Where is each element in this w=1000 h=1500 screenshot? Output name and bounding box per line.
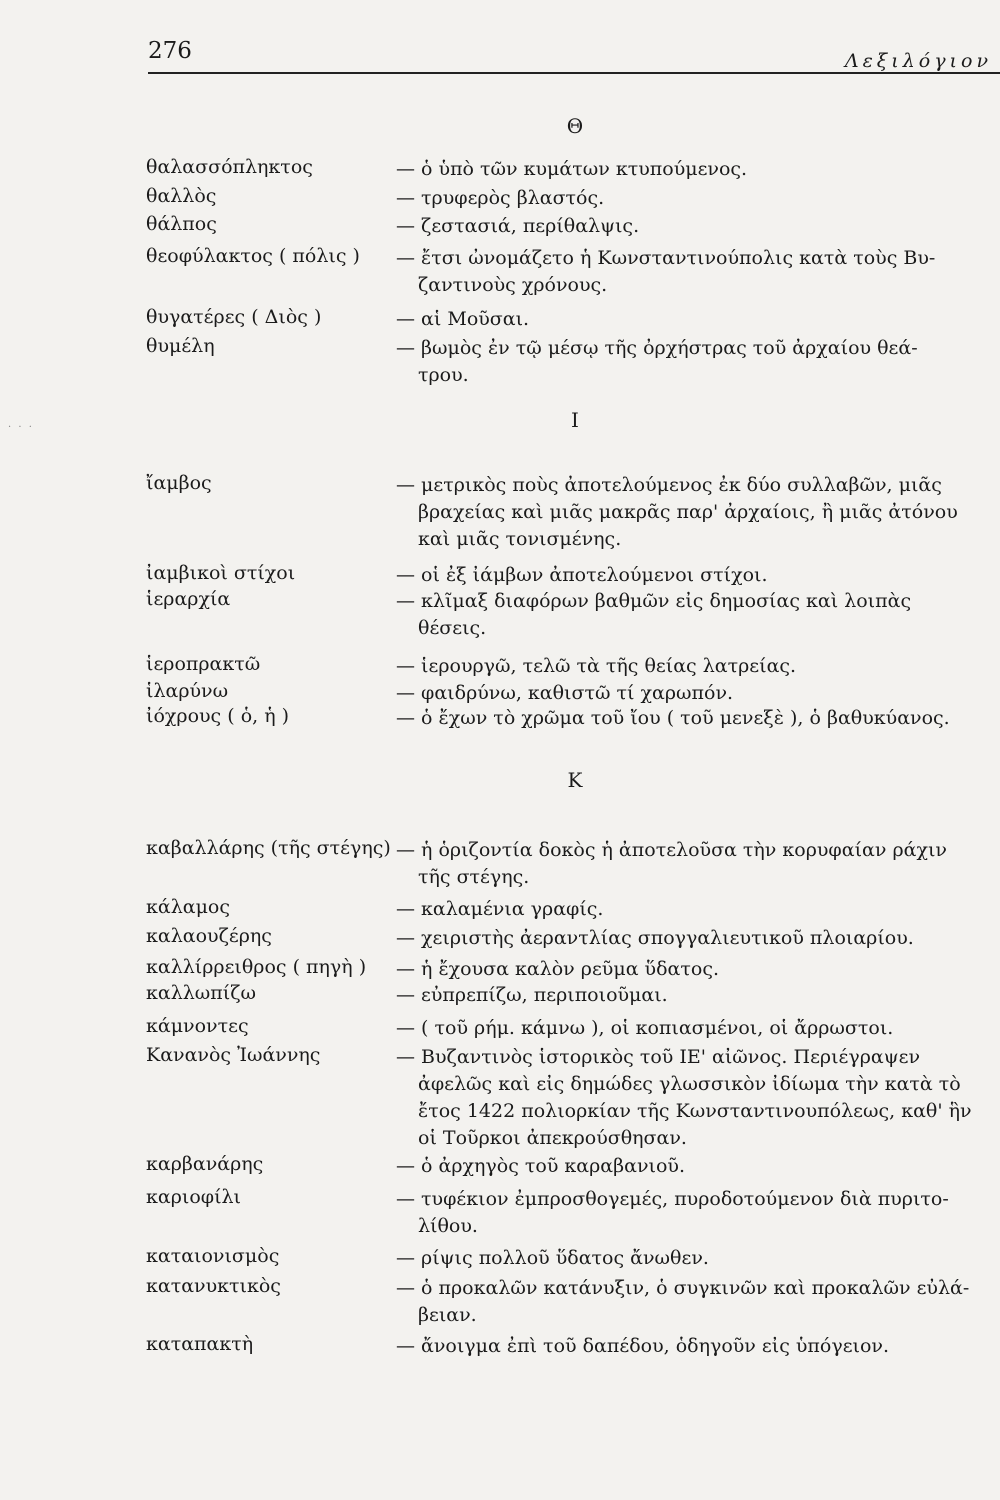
entry-definition bbox=[396, 982, 990, 1009]
entry-term: καβαλλάρης (τῆς στέγης) bbox=[146, 837, 391, 859]
definition-line: λίθου. bbox=[418, 1215, 478, 1237]
entry-definition bbox=[396, 680, 990, 707]
margin-mark: · · · bbox=[8, 422, 34, 433]
section-letter: Ι bbox=[571, 408, 579, 432]
definition-line: — ἱερουργῶ, τελῶ τὰ τῆς θείας λατρείας. bbox=[396, 655, 797, 677]
entry-definition bbox=[396, 837, 990, 891]
definition-line: ζαντινοὺς χρόνους. bbox=[418, 274, 608, 296]
definition-line: — τρυφερὸς βλαστός. bbox=[396, 187, 605, 209]
entry-definition bbox=[396, 562, 990, 589]
entry-definition bbox=[396, 896, 990, 923]
definition-line: τῆς στέγης. bbox=[418, 866, 530, 888]
entry-definition bbox=[396, 1245, 990, 1272]
entry-definition bbox=[396, 213, 990, 240]
entry-definition bbox=[396, 1186, 990, 1240]
definition-line: — ὁ ἀρχηγὸς τοῦ καραβανιοῦ. bbox=[396, 1155, 685, 1177]
entry-definition bbox=[396, 472, 990, 553]
definition-line: — τυφέκιον ἐμπροσθογεμές, πυροδοτούμενον διὰ πυριτο- bbox=[396, 1188, 949, 1210]
entry-definition bbox=[396, 335, 990, 389]
entry-term: καρβανάρης bbox=[146, 1153, 264, 1175]
definition-line: τρου. bbox=[418, 364, 469, 386]
definition-line: — εὐπρεπίζω, περιποιοῦμαι. bbox=[396, 984, 668, 1006]
definition-line: — ὁ ὑπὸ τῶν κυμάτων κτυπούμενος. bbox=[396, 158, 748, 180]
definition-line: — βωμὸς ἐν τῷ μέσῳ τῆς ὀρχήστρας τοῦ ἀρχαίου θεά- bbox=[396, 337, 918, 359]
section-letter: Θ bbox=[566, 114, 584, 138]
definition-line: ἔτος 1422 πολιορκίαν τῆς Κωνσταντινουπόλεως, καθ' ἣν bbox=[418, 1100, 972, 1122]
entry-definition bbox=[396, 1275, 990, 1329]
entry-definition bbox=[396, 705, 990, 732]
entry-term: θυμέλη bbox=[146, 335, 215, 357]
definition-line: — ἡ ὁριζοντία δοκὸς ἡ ἀποτελοῦσα τὴν κορυφαίαν ράχιν bbox=[396, 839, 947, 861]
page-number: 276 bbox=[148, 38, 192, 64]
entry-term: θεοφύλακτος ( πόλις ) bbox=[146, 245, 360, 267]
definition-line: — ὁ ἔχων τὸ χρῶμα τοῦ ἴου ( τοῦ μενεξὲ ), ὁ βαθυκύανος. bbox=[396, 707, 950, 729]
definition-line: βραχείας καὶ μιᾶς μακρᾶς παρ' ἀρχαίοις, ἢ μιᾶς ἀτόνου bbox=[418, 501, 958, 523]
definition-line: — ζεστασιά, περίθαλψις. bbox=[396, 215, 640, 237]
entry-definition bbox=[396, 185, 990, 212]
definition-line: — ἔτσι ὠνομάζετο ἡ Κωνσταντινούπολις κατὰ τοὺς Βυ- bbox=[396, 247, 936, 269]
entry-definition bbox=[396, 1015, 990, 1042]
entry-term: Κανανὸς Ἰωάννης bbox=[146, 1044, 321, 1066]
definition-line: — ὁ προκαλῶν κατάνυξιν, ὁ συγκινῶν καὶ προκαλῶν εὐλά- bbox=[396, 1277, 970, 1299]
entry-term: θάλπος bbox=[146, 213, 217, 235]
definition-line: — φαιδρύνω, καθιστῶ τί χαρωπόν. bbox=[396, 682, 734, 704]
definition-line: βειαν. bbox=[418, 1304, 477, 1326]
definition-line: — κλῖμαξ διαφόρων βαθμῶν εἰς δημοσίας καὶ λοιπὰς bbox=[396, 590, 912, 612]
definition-line: — ρίψις πολλοῦ ὕδατος ἄνωθεν. bbox=[396, 1247, 709, 1269]
entry-term: ἰόχρους ( ὁ, ἡ ) bbox=[146, 705, 290, 727]
entry-term: καλλίρρειθρος ( πηγὴ ) bbox=[146, 956, 367, 978]
entry-definition bbox=[396, 1153, 990, 1180]
entry-term: ἱεραρχία bbox=[146, 588, 231, 610]
entry-term: ἰαμβικοὶ στίχοι bbox=[146, 562, 296, 584]
definition-line: θέσεις. bbox=[418, 617, 487, 639]
definition-line: — Βυζαντινὸς ἱστορικὸς τοῦ ΙΕ' αἰῶνος. Περιέγραψεν bbox=[396, 1046, 921, 1068]
definition-line: — ἄνοιγμα ἐπὶ τοῦ δαπέδου, ὁδηγοῦν εἰς ὑπόγειον. bbox=[396, 1335, 890, 1357]
definition-line: — αἱ Μοῦσαι. bbox=[396, 308, 530, 330]
section-letter: Κ bbox=[567, 768, 583, 792]
entry-term: ἴαμβος bbox=[146, 472, 212, 494]
entry-term: ἱλαρύνω bbox=[146, 680, 229, 702]
definition-line: — χειριστὴς ἀεραντλίας σπογγαλιευτικοῦ πλοιαρίου. bbox=[396, 927, 914, 949]
entry-term: θυγατέρες ( Διὸς ) bbox=[146, 306, 322, 328]
entry-definition bbox=[396, 306, 990, 333]
definition-line: — ( τοῦ ρήμ. κάμνω ), οἱ κοπιασμένοι, οἱ ἄρρωστοι. bbox=[396, 1017, 894, 1039]
entry-definition bbox=[396, 925, 990, 952]
definition-line: — καλαμένια γραφίς. bbox=[396, 898, 604, 920]
entry-term: καταιονισμὸς bbox=[146, 1245, 280, 1267]
entry-term: καλαουζέρης bbox=[146, 925, 272, 947]
entry-definition bbox=[396, 653, 990, 680]
entry-term: καριοφίλι bbox=[146, 1186, 242, 1208]
definition-line: καὶ μιᾶς τονισμένης. bbox=[418, 528, 622, 550]
definition-line: — μετρικὸς ποὺς ἀποτελούμενος ἐκ δύο συλλαβῶν, μιᾶς bbox=[396, 474, 942, 496]
header-rule bbox=[148, 72, 1000, 74]
definition-line: οἱ Τοῦρκοι ἀπεκρούσθησαν. bbox=[418, 1127, 687, 1149]
definition-line: — οἱ ἐξ ἰάμβων ἀποτελούμενοι στίχοι. bbox=[396, 564, 768, 586]
entry-definition bbox=[396, 245, 990, 299]
running-head: Λεξιλόγιον bbox=[844, 50, 992, 72]
entry-term: κάλαμος bbox=[146, 896, 231, 918]
entry-term: θαλλὸς bbox=[146, 185, 217, 207]
entry-definition bbox=[396, 1044, 990, 1152]
entry-definition bbox=[396, 1333, 990, 1360]
definition-line: — ἡ ἔχουσα καλὸν ρεῦμα ὕδατος. bbox=[396, 958, 720, 980]
entry-term: καταπακτὴ bbox=[146, 1333, 254, 1355]
definition-line: ἀφελῶς καὶ εἰς δημώδες γλωσσικὸν ἰδίωμα τὴν κατὰ τὸ bbox=[418, 1073, 961, 1095]
entry-definition bbox=[396, 956, 990, 983]
entry-definition bbox=[396, 156, 990, 183]
entry-term: κατανυκτικὸς bbox=[146, 1275, 281, 1297]
entry-definition bbox=[396, 588, 990, 642]
entry-term: θαλασσόπληκτος bbox=[146, 156, 313, 178]
entry-term: κάμνοντες bbox=[146, 1015, 249, 1037]
entry-term: ἱεροπρακτῶ bbox=[146, 653, 261, 675]
entry-term: καλλωπίζω bbox=[146, 982, 257, 1004]
